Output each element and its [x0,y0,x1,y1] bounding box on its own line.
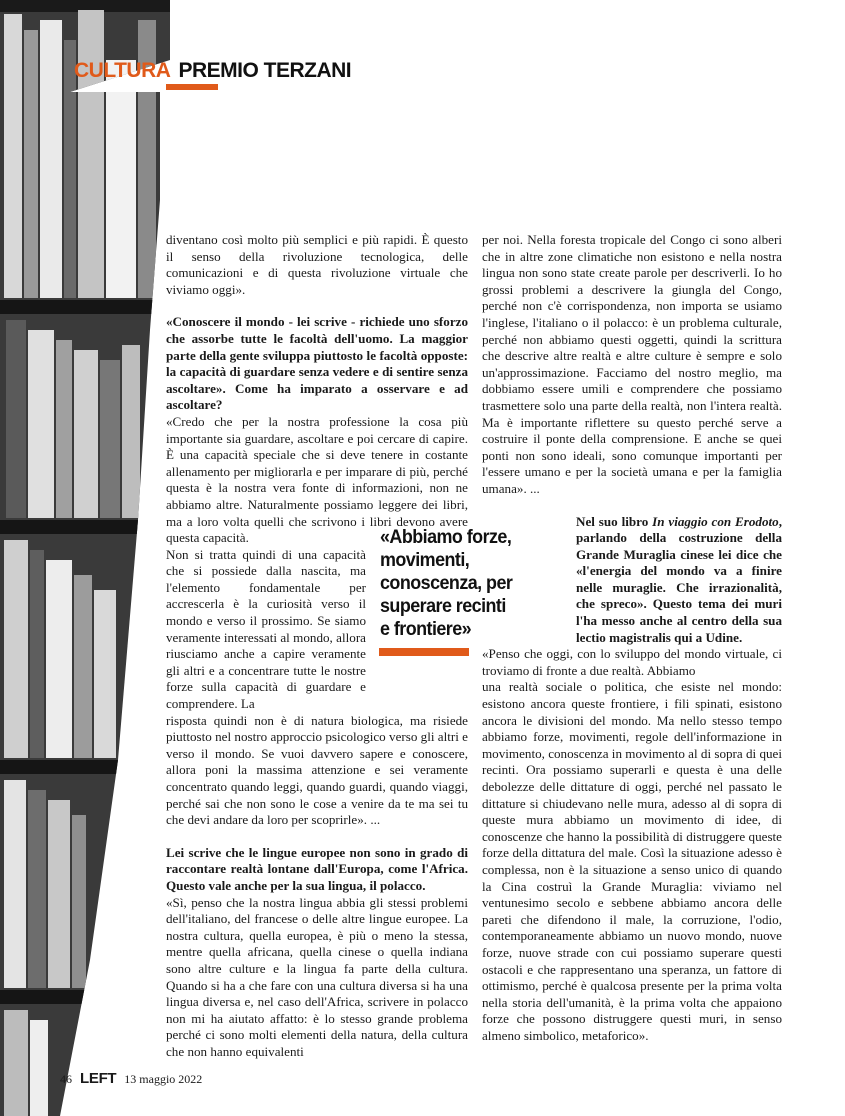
left-column [166,232,468,1061]
pull-quote-bar [379,648,469,656]
interview-question: Lei scrive che le lingue europee non sono in grado di raccontare realtà lontane dall'Europa, come l'Africa. Questo vale anche per la sua lingua, il polacco. [166,844,468,893]
question-rest: , parlando della costruzione della Grande Muraglia cinese lei dice che «l'energia del mondo va a finire nelle muraglie. Che irrazionalità, che spreco». Questo tema dei muri l'ha messo anche al centro della sua lectio magistralis qui a Udine. [576,513,782,645]
right-column [482,232,782,1045]
paragraph: «Penso che oggi, con lo sviluppo del mondo virtuale, ci troviamo di fronte a due realtà. Abbiamo [482,646,782,678]
paragraph: una realtà sociale o politica, che esiste nel mondo: esistono ancora queste frontiere, i fili spinati, esistono ancora le divisioni del mondo. Ma nello stesso tempo abbiamo forze, movimenti, regole dell'informazione in movimento, conoscenza in movimento al di sopra di quei recinti. Ora possiamo superarli e questa è una delle debolezze delle dittature di oggi, perché nel passato le dittature si chiudevano nelle mura, adesso al di sopra di queste mura abbiamo un movimento di idee, di conoscenze che hanno la possibilità di distruggere queste forze della dittatura del male. Così la situazione adesso è complessa, non è la situazione a senso unico di quando la Cina costruì la Grande Muraglia: viviamo nel ventunesimo secolo e sebbene abbiamo ancora delle pareti che difendono il male, la corruzione, l'odio, contemporaneamente abbiamo un nuovo mondo, nuove forze, nuove strade con cui possiamo superare questi ostacoli e che rappresentano una speranza, un fattore di ottimismo, perché è qualcosa presente per la prima volta nella storia dell'umanità, è la prima volta che appaiono forze che possono distruggere questi muri, in senso almeno simbolico, metaforico». [482,679,782,1043]
pull-quote: «Abbiamo forze, movimenti, conoscenza, per superare recinti e frontiere» [380,526,513,640]
accent-bar [166,84,218,90]
paragraph: «Credo che per la nostra professione la cosa più importante sia guardare, ascoltare e poi cercare di capire. È una capacità speciale che si deve tenere in costante allenamento per migliorarla e per imparare di più, perché questa è la nostra vera fonte di informazioni, non ne abbiamo altre. Naturalmente possiamo leggere dei libri, ma a loro volta quelli che scrivono i libri devono avere questa capacità. [166,413,468,546]
page-number: 46 [60,1072,72,1086]
paragraph: diventano così molto più semplici e più rapidi. È questo il senso della rivoluzione tecnologica, delle comunicazioni e di questa rivoluzione virtuale che viviamo oggi». [166,232,468,297]
paragraph: Non si tratta quindi di una capacità che si possiede dalla nascita, ma l'elemento fondamentale per accrescerla è la curiosità verso il mondo e verso il prossimo. Se siamo veramente interessati al mondo, allora riusciamo anche a capire veramente gli altri e a concentrare tutte le nostre forze sulla capacità di guardare e comprendere. La [166,546,366,712]
paragraph: per noi. Nella foresta tropicale del Congo ci sono alberi che in altre zone climatiche non esistono e nella nostra lingua non sono state create parole per descriverli. Io ho grossi problemi a descrivere la giungla del Congo, perché non c'è corrispondenza, non importa se usiamo l'inglese, l'italiano o il polacco: è un problema culturale, perché non abbiamo questi oggetti, quindi la scrittura che descrive altre realtà e altre culture è sempre e solo un'approssimazione. Facciamo del nostro meglio, ma dobbiamo essere umili e comprendere che possiamo trasmettere solo una parte della realtà, non l'intera realtà. Ma è importante riflettere su questo perché serve a costruire il ponte della comprensione. E anche se quei ponti non sono ideali, sono comunque importanti per l'essere umano e per la società umana e per la famiglia umana». ... [482,232,782,496]
magazine-brand: LEFT [80,1070,117,1087]
paragraph: «Sì, penso che la nostra lingua abbia gli stessi problemi dell'italiano, del francese o delle altre lingue europee. La nostra cultura, quella europea, è più o meno la stessa, mentre quella africana, quella cinese o quella indiana sono altre culture e la lingua fa parte della cultura. Quando si ha a che fare con una cultura diversa si ha una lingua diversa e, nel caso dell'Africa, scrivere in polacco non mi ha aiutato affatto: è lo stesso grande problema perché ci sono molti elementi della natura, della cultura che non hanno equivalenti [166,894,468,1059]
interview-question: «Conoscere il mondo - lei scrive - richiede uno sforzo che assorbe tutte le facoltà dell'uomo. La maggior parte della gente sviluppa piuttosto le facoltà opposte: la capacità di guardare senza vedere e di sentire senza ascoltare». Come ha imparato a osservare e ad ascoltare? [166,314,468,413]
question-lead: Nel suo libro [576,513,653,529]
interview-question [482,514,782,647]
section-label: CULTURA [74,59,171,82]
page-footer [60,1070,202,1087]
section-header [74,56,351,86]
paragraph: risposta quindi non è di natura biologica, ma risiede piuttosto nel nostro approccio psicologico verso gli altri e verso il mondo. Se vuoi davvero sapere e conoscere, allora poni la massima attenzione e sei veramente concentrato quando leggi, quando guardi, quando viaggi, perché sai che non sono le cose a venire da te ma sei tu che devi andare da loro per scoprirle». ... [166,712,468,828]
issue-date: 13 maggio 2022 [124,1072,203,1086]
book-title: In viaggio con Erodoto [652,513,779,529]
article-kicker: PREMIO TERZANI [178,59,352,82]
